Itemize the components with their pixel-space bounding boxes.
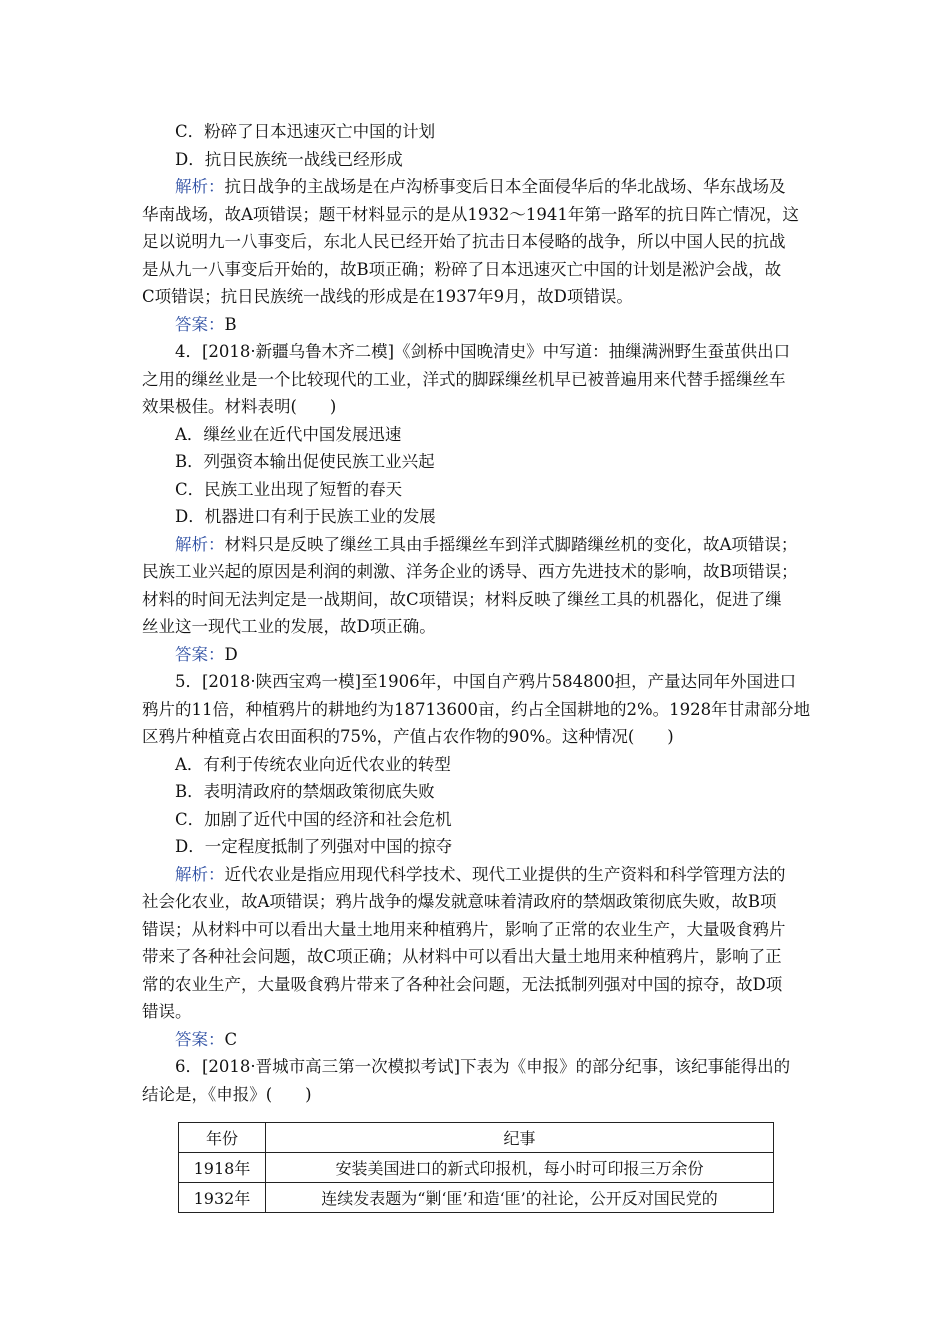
q3-option-d: D．抗日民族统一战线已经形成 xyxy=(175,149,403,169)
q3-option-c: C．粉碎了日本迅速灭亡中国的计划 xyxy=(175,122,436,141)
q4-option-b: B．列强资本输出促使民族工业兴起 xyxy=(175,452,435,471)
q4-option-c: C．民族工业出现了短暂的春天 xyxy=(175,479,403,499)
analysis-text: 带来了各种社会问题，故C项正确；从材料中可以看出大量土地用来种植鸦片，影响了正 xyxy=(142,947,782,966)
stem-text: 6．[2018·晋城市高三第一次模拟考试]下表为《申报》的部分纪事，该纪事能得出的 xyxy=(175,1057,791,1076)
table-cell-year: 1932年 xyxy=(179,1183,266,1213)
analysis-text: 错误；从材料中可以看出大量土地用来种植鸦片，影响了正常的农业生产，大量吸食鸦片 xyxy=(142,919,786,939)
stem-text: 之用的缫丝业是一个比较现代的工业，洋式的脚踩缫丝机早已被普遍用来代替手摇缫丝车 xyxy=(142,369,786,389)
q3-answer xyxy=(142,311,810,339)
answer-label: 答案： xyxy=(175,644,225,664)
stem-text: 5．[2018·陕西宝鸡一模]至1906年，中国自产鸦片584800担，产量达同年外国进口 xyxy=(175,672,797,691)
q5-option-b: B．表明清政府的禁烟政策彻底失败 xyxy=(175,782,435,801)
table-cell-event: 连续发表题为“剿‘匪’和造‘匪’的社论，公开反对国民党的 xyxy=(266,1183,774,1213)
analysis-label: 解析： xyxy=(175,534,225,554)
answer-value: D xyxy=(224,644,238,664)
q4-option-d: D．机器进口有利于民族工业的发展 xyxy=(175,507,436,526)
analysis-text: 丝业这一现代工业的发展，故D项正确。 xyxy=(142,617,436,636)
analysis-text: 近代农业是指应用现代科学技术、现代工业提供的生产资料和科学管理方法的 xyxy=(224,864,786,884)
q5-option-d: D．一定程度抵制了列强对中国的掠夺 xyxy=(175,837,453,856)
q5-answer xyxy=(142,1026,810,1054)
table-header-event: 纪事 xyxy=(266,1123,774,1153)
stem-text: 鸦片的11倍，种植鸦片的耕地约为18713600亩，约占全国耕地的2%。1928年甘肃部分地 xyxy=(142,699,810,719)
q5-option-c: C．加剧了近代中国的经济和社会危机 xyxy=(175,809,452,829)
document-body xyxy=(142,118,810,1108)
table-row xyxy=(179,1183,774,1213)
q5-option-a: A．有利于传统农业向近代农业的转型 xyxy=(175,754,451,774)
table-cell-year: 1918年 xyxy=(179,1153,266,1183)
analysis-text: C项错误；抗日民族统一战线的形成是在1937年9月，故D项错误。 xyxy=(142,287,633,306)
table-cell-event: 安装美国进口的新式印报机，每小时可印报三万余份 xyxy=(266,1153,774,1183)
analysis-text: 材料只是反映了缫丝工具由手摇缫丝车到洋式脚踏缫丝机的变化，故A项错误； xyxy=(224,534,798,554)
analysis-text: 是从九一八事变后开始的，故B项正确；粉碎了日本迅速灭亡中国的计划是淞沪会战，故 xyxy=(142,259,782,279)
answer-value: B xyxy=(224,314,237,334)
stem-text: 结论是，《申报》( ) xyxy=(142,1084,312,1104)
q4-stem xyxy=(142,338,810,421)
table-header-row xyxy=(179,1123,774,1153)
q5-stem xyxy=(142,668,810,751)
analysis-text: 民族工业兴起的原因是利润的刺激、洋务企业的诱导、西方先进技术的影响，故B项错误； xyxy=(142,562,798,581)
table-row xyxy=(179,1153,774,1183)
table-header-year: 年份 xyxy=(179,1123,266,1153)
stem-text: 效果极佳。材料表明( ) xyxy=(142,397,337,416)
q6-stem xyxy=(142,1053,810,1108)
analysis-label: 解析： xyxy=(175,864,225,884)
stem-text: 区鸦片种植竟占农田面积的75%，产值占农作物的90%。这种情况( ) xyxy=(142,727,674,746)
q4-answer xyxy=(142,641,810,669)
analysis-text: 华南战场，故A项错误；题干材料显示的是从1932～1941年第一路军的抗日阵亡情况，这 xyxy=(142,204,799,224)
analysis-text: 抗日战争的主战场是在卢沟桥事变后日本全面侵华后的华北战场、华东战场及 xyxy=(224,177,786,196)
analysis-text: 社会化农业，故A项错误；鸦片战争的爆发就意味着清政府的禁烟政策彻底失败，故B项 xyxy=(142,892,777,911)
shenbao-record-table xyxy=(178,1122,774,1213)
analysis-text: 足以说明九一八事变后，东北人民已经开始了抗击日本侵略的战争，所以中国人民的抗战 xyxy=(142,232,786,251)
q4-option-a: A．缫丝业在近代中国发展迅速 xyxy=(175,424,402,444)
analysis-label: 解析： xyxy=(175,177,225,196)
analysis-text: 材料的时间无法判定是一战期间，故C项错误；材料反映了缫丝工具的机器化，促进了缫 xyxy=(142,589,782,609)
q5-analysis xyxy=(142,861,810,1026)
stem-text: 4．[2018·新疆乌鲁木齐二模]《剑桥中国晚清史》中写道：抽缫满洲野生蚕茧供出口 xyxy=(175,342,791,361)
answer-value: C xyxy=(224,1029,238,1049)
analysis-text: 错误。 xyxy=(142,1002,192,1021)
q4-analysis xyxy=(142,531,810,641)
answer-label: 答案： xyxy=(175,314,225,334)
analysis-text: 常的农业生产，大量吸食鸦片带来了各种社会问题，无法抵制列强对中国的掠夺，故D项 xyxy=(142,974,783,994)
answer-label: 答案： xyxy=(175,1029,225,1049)
q3-analysis xyxy=(142,173,810,311)
